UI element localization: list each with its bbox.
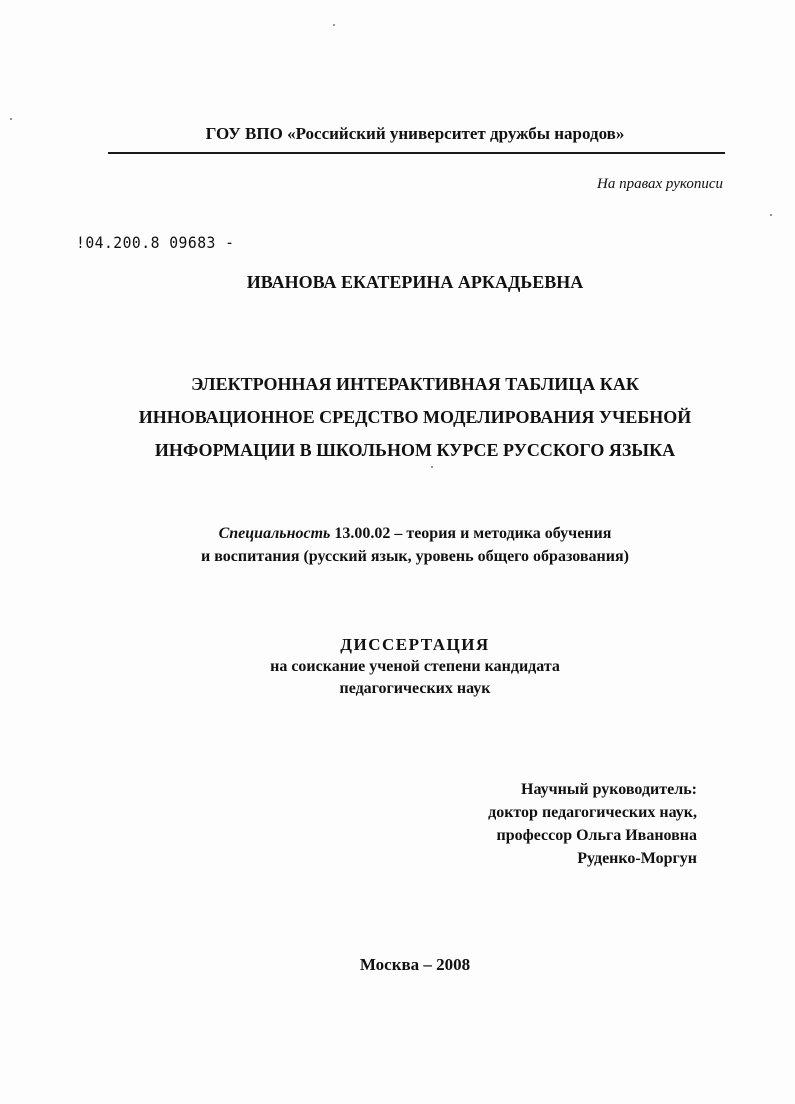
library-stamp-number: !04.200.8 09683 - (76, 233, 235, 252)
header-rule (108, 152, 725, 154)
university-name: ГОУ ВПО «Российский университет дружбы народов» (205, 124, 625, 143)
supervisor-label: Научный руководитель: (521, 781, 697, 798)
rights-note: На правах рукописи (597, 176, 723, 192)
specialty-line-2: и воспитания (русский язык, уровень общего образования) (201, 548, 629, 565)
supervisor-name-line-2: Руденко-Моргун (577, 850, 697, 867)
degree-line-2: педагогических наук (339, 680, 491, 697)
specialty-label: Специальность (218, 525, 331, 542)
scan-speck (10, 118, 12, 120)
degree-line-1: на соискание ученой степени кандидата (270, 658, 560, 675)
dissertation-heading: ДИССЕРТАЦИЯ (340, 635, 490, 654)
specialty-block (90, 522, 740, 568)
supervisor-name-line-1: профессор Ольга Ивановна (496, 827, 697, 844)
scan-speck (770, 214, 772, 216)
dissertation-title (80, 368, 750, 467)
scan-speck (431, 466, 433, 468)
city-year: Москва – 2008 (359, 955, 471, 974)
title-line: ИННОВАЦИОННОЕ СРЕДСТВО МОДЕЛИРОВАНИЯ УЧЕБНОЙ (138, 407, 692, 427)
author-name: ИВАНОВА ЕКАТЕРИНА АРКАДЬЕВНА (246, 272, 584, 292)
title-line: ИНФОРМАЦИИ В ШКОЛЬНОМ КУРСЕ РУССКОГО ЯЗЫКА (154, 440, 676, 460)
dissertation-block (100, 634, 730, 700)
title-line: ЭЛЕКТРОННАЯ ИНТЕРАКТИВНАЯ ТАБЛИЦА КАК (191, 374, 639, 394)
scan-speck (333, 24, 335, 26)
supervisor-degree: доктор педагогических наук, (488, 804, 697, 821)
specialty-line-1 (90, 522, 740, 545)
supervisor-block (488, 778, 697, 870)
specialty-code: 13.00.02 – теория и методика обучения (330, 525, 612, 542)
